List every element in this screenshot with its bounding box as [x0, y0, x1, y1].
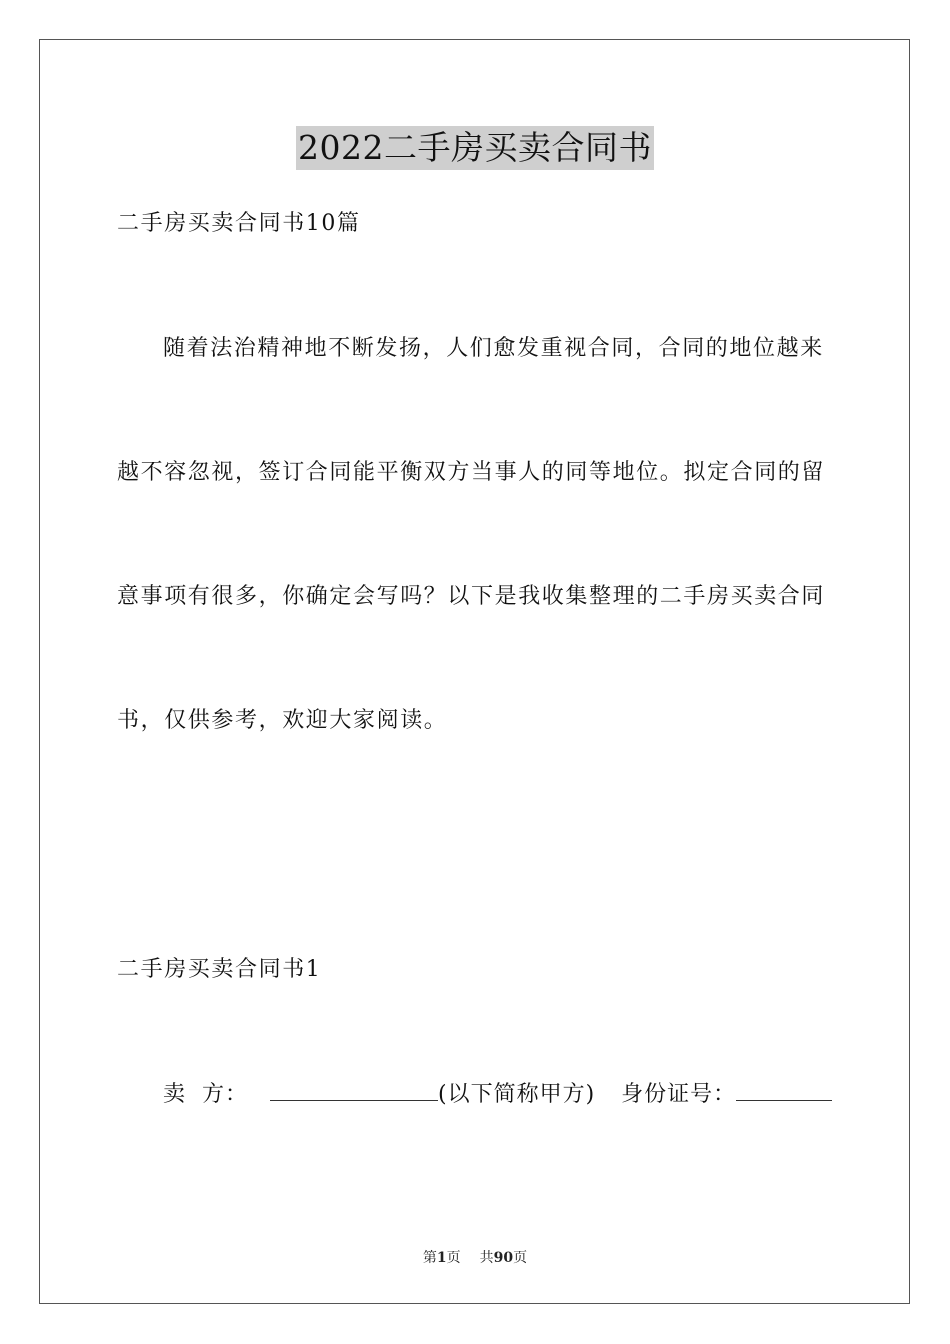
intro-line-1 [117, 334, 883, 364]
intro-line-3: 意事项有很多，你确定会写吗？以下是我收集整理的二手房买卖合同 [117, 584, 826, 609]
total-suffix: 页 [513, 1250, 528, 1266]
seller-line [117, 1080, 883, 1110]
seller-label: 卖 方： [163, 1082, 248, 1107]
id-number-blank[interactable] [736, 1080, 832, 1101]
intro-line-2: 越不容忽视，签订合同能平衡双方当事人的同等地位。拟定合同的留 [117, 460, 826, 485]
document-subtitle: 二手房买卖合同书10篇 [117, 211, 361, 236]
total-prefix: 共 [479, 1250, 494, 1266]
seller-name-blank[interactable] [270, 1080, 438, 1101]
title-container [0, 126, 950, 170]
page-number: 1 [436, 1250, 447, 1266]
intro-text: 随着法治精神地不断发扬，人们愈发重视合同，合同的地位越来 [163, 336, 824, 361]
seller-note: (以下简称甲方) [438, 1082, 596, 1107]
intro-line-4: 书，仅供参考，欢迎大家阅读。 [117, 708, 448, 733]
page-suffix: 页 [446, 1250, 461, 1266]
total-pages: 90 [493, 1250, 514, 1266]
section-heading: 二手房买卖合同书1 [117, 957, 322, 982]
page-prefix: 第 [422, 1250, 437, 1266]
document-title: 2022二手房买卖合同书 [296, 126, 654, 170]
page-footer [0, 1249, 950, 1267]
id-label: 身份证号： [621, 1082, 737, 1107]
